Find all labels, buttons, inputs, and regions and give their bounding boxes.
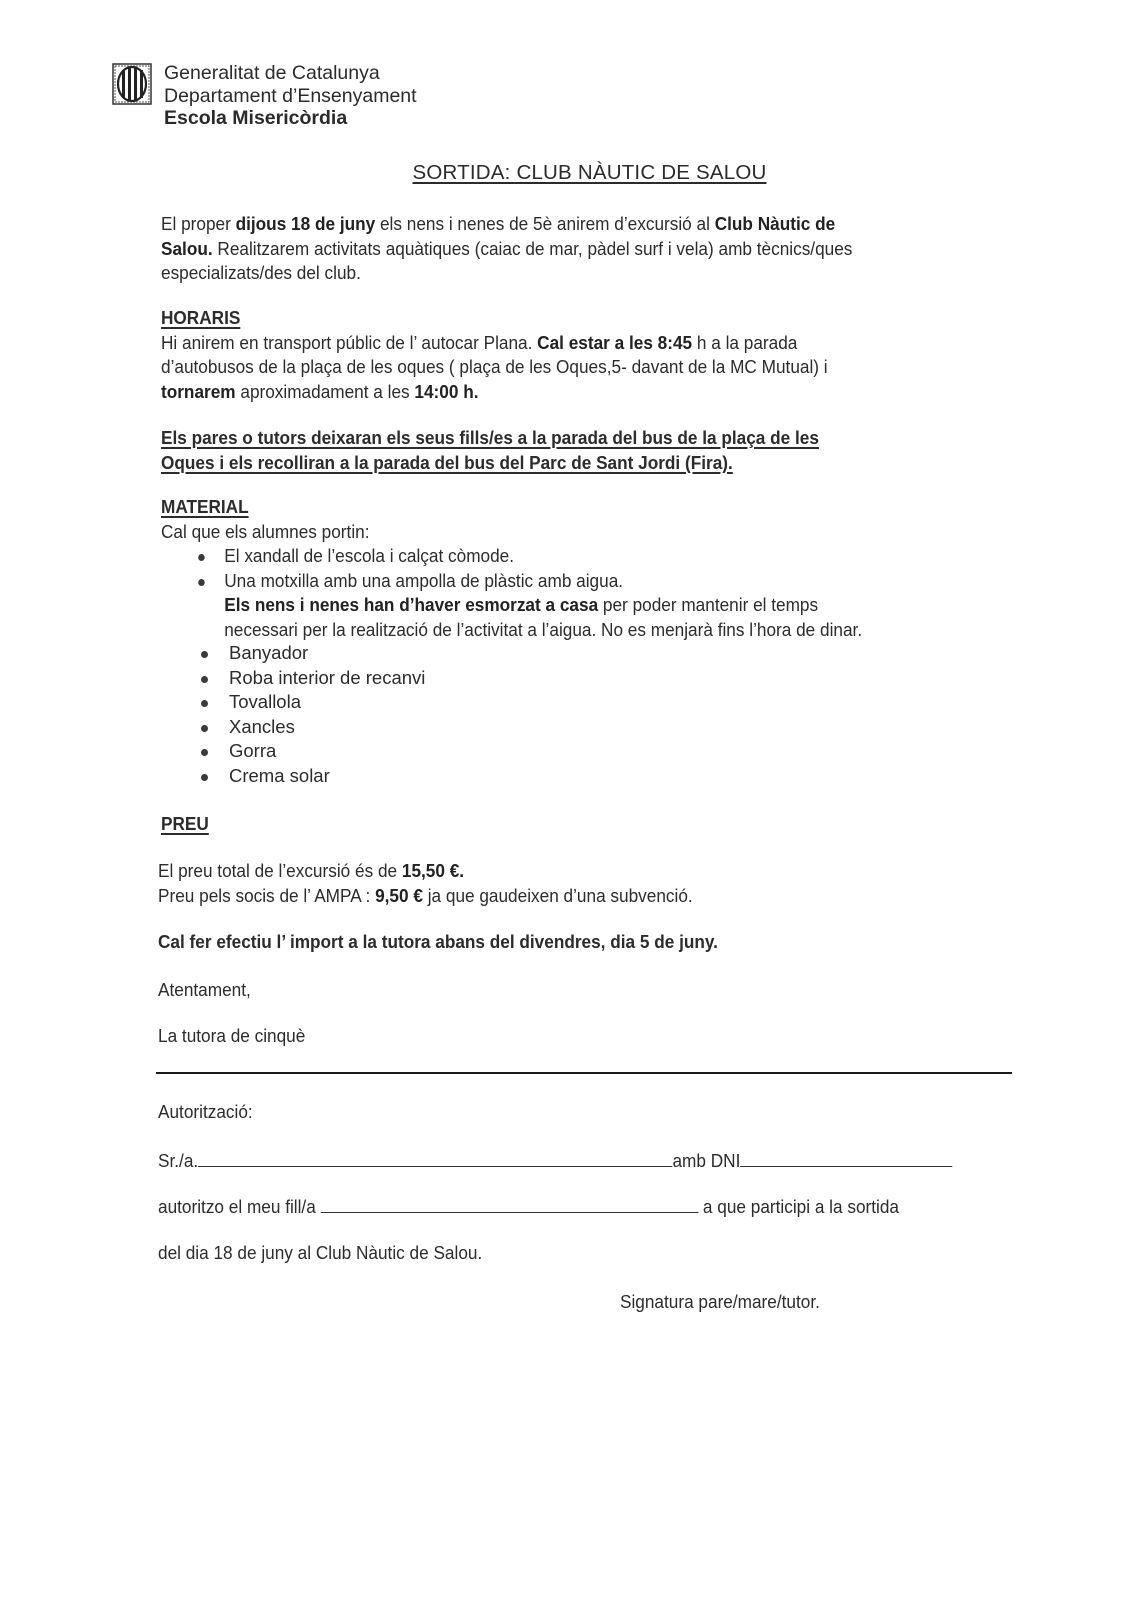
price-text: Preu pels socis de l’ AMPA : [158,884,376,906]
school-name: Escola Misericòrdia [164,107,348,129]
dni-field[interactable] [740,1148,952,1167]
sr-label: Sr./a. [158,1150,199,1171]
horaris-text: tornarem [161,380,236,402]
divider [156,1072,1012,1074]
list-item: Gorra [161,739,661,764]
child-name-field[interactable] [321,1194,699,1213]
intro-text: els nens i nenes de 5è anirem d’excursió al [375,213,715,234]
department-name: Departament d’Ensenyament [164,84,417,107]
list-item: Roba interior de recanvi [161,666,661,691]
authorization-line-2 [158,1194,899,1220]
price-text: ja que gaudeixen d’una subvenció. [422,884,693,906]
horaris-text: aproximadament a les [235,380,415,402]
payment-deadline: Cal fer efectiu l’ import a la tutora abans del divendres, dia 5 de juny. [158,931,718,952]
notice-line: Oques i els recolliran a la parada del bus del Parc de Sant Jordi (Fira). [161,451,733,473]
section-heading: HORARIS [161,307,241,328]
breakfast-note: Els nens i nenes han d’haver esmorzat a casa [224,594,599,615]
horaris-text: h a la parada [692,331,798,353]
intro-paragraph [161,212,852,286]
note-text: necessari per la realització de l’activitat a l’aigua. No es menjarà fins l’hora de dinar. [224,618,863,640]
institution-name: Generalitat de Catalunya [164,62,380,84]
material-section [161,495,862,642]
destination: Salou. [161,237,213,259]
intro-text: Realitzarem activitats aquàtiques (caiac de mar, pàdel surf i vela) amb tècnics/ques [212,237,853,259]
material-list-continued [161,641,661,788]
list-item: Tovallola [161,690,661,715]
authorization-line-3: del dia 18 de juny al Club Nàutic de Salou. [158,1242,483,1263]
signature-label: Signatura pare/mare/tutor. [620,1291,820,1312]
section-heading: PREU [161,813,209,834]
horaris-section [161,306,828,404]
authorization-text: a que participi a la sortida [698,1196,900,1217]
return-time: 14:00 h. [414,380,479,402]
pickup-notice [161,426,819,475]
price-text: El preu total de l’excursió és de [158,860,402,881]
parent-name-field[interactable] [198,1148,672,1167]
total-price: 15,50 €. [401,860,465,881]
authorization-heading: Autorització: [158,1101,253,1122]
destination: Club Nàutic de [714,213,836,234]
dni-label: amb DNI [672,1150,741,1171]
letterhead [164,62,417,130]
intro-text: especializats/des del club. [161,262,361,283]
note-text: per poder mantenir el temps [598,594,819,615]
price-lines [158,859,693,908]
material-list [161,544,862,642]
list-item: Xancles [161,715,661,740]
trip-date: dijous 18 de juny [235,213,376,234]
authorization-line-1 [158,1148,952,1174]
closing-signer: La tutora de cinquè [158,1025,306,1046]
list-item: Crema solar [161,764,661,789]
list-item: El xandall de l’escola i calçat còmode. [161,544,862,569]
child-label: autoritzo el meu fill/a [158,1196,316,1217]
meeting-time: Cal estar a les 8:45 [537,331,693,353]
page-title: SORTIDA: CLUB NÀUTIC DE SALOU [412,161,767,184]
section-heading: MATERIAL [161,496,249,517]
material-list [161,641,661,788]
closing-greeting: Atentament, [158,979,251,1000]
preu-heading-wrap [161,812,209,837]
generalitat-coat-of-arms-icon [112,63,152,105]
horaris-text: d’autobusos de la plaça de les oques ( plaça de les Oques,5- davant de la MC Mutual) i [161,356,828,377]
intro-text: El proper [161,213,236,234]
material-intro: Cal que els alumnes portin: [161,520,370,542]
notice-line: Els pares o tutors deixaran els seus fills/es a la parada del bus de la plaça de les [161,427,819,448]
list-item [161,569,862,643]
ampa-price: 9,50 € [375,884,423,906]
list-item-text: Una motxilla amb una ampolla de plàstic amb aigua. [224,569,624,591]
horaris-text: Hi anirem en transport públic de l’ autocar Plana. [161,331,538,353]
list-item: Banyador [161,641,661,666]
